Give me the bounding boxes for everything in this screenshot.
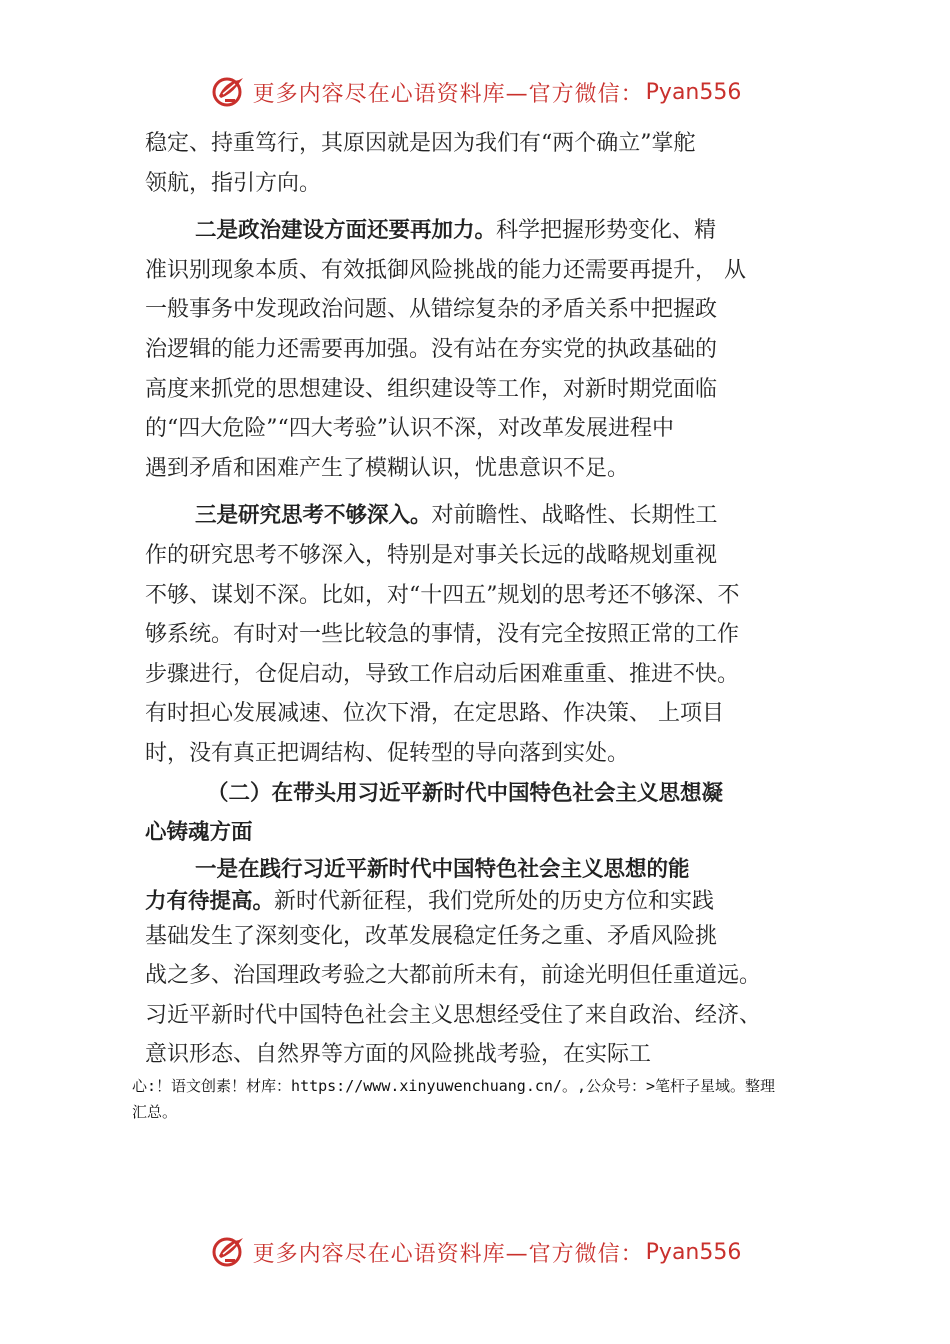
paragraph-heading: 一是在践行习近平新时代中国特色社会主义思想的能 <box>195 856 690 882</box>
text-line: 高度来抓党的思想建设、组织建设等工作，对新时期党面临 <box>145 376 718 402</box>
text-line: 意识形态、自然界等方面的风险挑战考验，在实际工 <box>145 1042 652 1068</box>
text-line: 遇到矛盾和困难产生了模糊认识，忧患意识不足。 <box>145 455 630 481</box>
text-line: 时，没有真正把调结构、促转型的导向落到实处。 <box>145 740 630 766</box>
header-banner-wechat: Pyan556 <box>645 79 742 105</box>
brand-logo-icon <box>209 72 249 112</box>
text-line: 习近平新时代中国特色社会主义思想经受住了来自政治、经济、 <box>145 1002 762 1028</box>
text-line: 步骤进行，仓促启动，导致工作启动后困难重重、推进不快。 <box>145 661 740 687</box>
text-run: 对前瞻性、战略性、长期性工 <box>431 503 718 529</box>
text-line: 领航，指引方向。 <box>145 170 322 196</box>
footer-banner-text: 更多内容尽在心语资料库—官方微信： <box>252 1241 644 1267</box>
footnote-line: 汇总。 <box>132 1103 178 1121</box>
section-heading-continued: 心铸魂方面 <box>145 820 253 846</box>
text-line: 的“四大危险”“四大考验”认识不深，对改革发展进程中 <box>145 416 674 442</box>
header-banner <box>0 72 950 112</box>
text-line: 治逻辑的能力还需要再加强。没有站在夯实党的执政基础的 <box>145 336 718 362</box>
footnote <box>132 1073 852 1125</box>
text-line: 基础发生了深刻变化，改革发展稳定任务之重、矛盾风险挑 <box>145 923 718 949</box>
text-line: 不够、谋划不深。比如，对“十四五”规划的思考还不够深、不 <box>145 582 740 608</box>
text-run: 科学把握形势变化、精 <box>496 218 717 244</box>
text-line: 够系统。有时对一些比较急的事情，没有完全按照正常的工作 <box>145 622 740 648</box>
paragraph-heading-line <box>145 887 845 917</box>
text-line: 有时担心发展减速、位次下滑，在定思路、作决策、 上项目 <box>145 701 724 727</box>
brand-logo-icon <box>209 1232 249 1272</box>
text-line: 一般事务中发现政治问题、从错综复杂的矛盾关系中把握政 <box>145 297 718 323</box>
paragraph-heading: 二是政治建设方面还要再加力。 <box>195 218 497 244</box>
text-run: 新时代新征程，我们党所处的历史方位和实践 <box>274 888 715 914</box>
paragraph-heading-line <box>145 496 845 536</box>
footer-banner <box>0 1232 950 1272</box>
text-line: 战之多、治国理政考验之大都前所未有，前途光明但任重道远。 <box>145 963 762 989</box>
footnote-line: 心:！语文创素！材库：https://www.xinyuwenchuang.cn/。,公众号：>笔杆子星域。整理 <box>132 1077 776 1095</box>
footer-banner-wechat: Pyan556 <box>645 1239 742 1265</box>
paragraph-heading-line <box>145 211 845 251</box>
text-line: 稳定、持重笃行，其原因就是因为我们有“两个确立”掌舵 <box>145 131 696 156</box>
paragraph-heading: 三是研究思考不够深入。 <box>195 503 432 529</box>
header-banner-text: 更多内容尽在心语资料库—官方微信： <box>252 81 644 107</box>
document-body <box>145 124 845 1075</box>
text-line: 准识别现象本质、有效抵御风险挑战的能力还需要再提升， 从 <box>145 257 746 283</box>
paragraph-heading: 力有待提高。 <box>145 888 275 914</box>
section-heading: （二）在带头用习近平新时代中国特色社会主义思想凝 <box>207 780 724 806</box>
text-line: 作的研究思考不够深入，特别是对事关长远的战略规划重视 <box>145 542 718 568</box>
